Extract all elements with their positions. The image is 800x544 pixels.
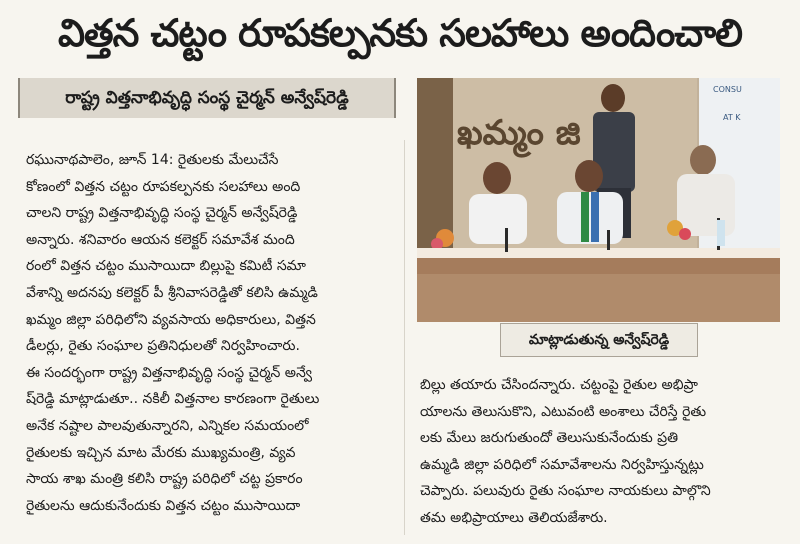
body-line: చెప్పారు. పలువురు రైతు సంఘాల నాయకులు పాల్గొని — [420, 483, 711, 500]
body-line: వేశాన్ని అదనపు కలెక్టర్ పీ శ్రీనివాసరెడ్డితో కలిసి ఉమ్మడి — [26, 284, 318, 301]
body-line: సాయ శాఖ మంత్రి కలిసి రాష్ట్ర పరిధిలో చట్ట ప్రకారం — [26, 471, 303, 488]
body-line: రైతులకు ఇచ్చిన మాట మేరకు ముఖ్యమంత్రి, వ్యవ — [26, 444, 296, 461]
body-line: యాలను తెలుసుకొని, ఎటువంటి అంశాలు చేరిస్తే రైతు — [420, 403, 707, 420]
body-line: అన్నారు. శనివారం ఆయన కలెక్టర్ సమావేశ మంది — [26, 231, 295, 248]
meeting-photo-illustration — [417, 78, 780, 322]
column-divider — [404, 140, 405, 535]
body-line: బిల్లు తయారు చేసిందన్నారు. చట్టంపై రైతుల అభిప్రా — [420, 377, 698, 393]
body-line: లకు మేలు జరుగుతుందో తెలుసుకునేందుకు ప్రతి — [420, 430, 679, 447]
news-photo — [417, 78, 780, 322]
wall-sign-text: ఖమ్మం జి — [457, 113, 581, 153]
body-line: రంలో విత్తన చట్టం ముసాయిదా బిల్లుపై కమిటీ సమా — [26, 258, 306, 275]
body-line: ఈ సందర్భంగా రాష్ట్ర విత్తనాభివృద్ధి సంస్థ చైర్మన్ అన్వే — [26, 364, 313, 381]
subheadline: రాష్ట్ర విత్తనాభివృద్ధి సంస్థ చైర్మన్ అన్వేష్‌రెడ్డి — [18, 78, 396, 118]
body-line: రైతులను ఆదుకునేందుకు విత్తన చట్టం ముసాయిదా — [26, 497, 301, 514]
body-line: ఖమ్మం జిల్లా పరిధిలోని వ్యవసాయ అధికారులు, విత్తన — [26, 311, 316, 328]
backdrop-text: CONSU — [713, 85, 742, 94]
body-line: కోణంలో విత్తన చట్టం రూపకల్పనకు సలహాలు అంది — [26, 178, 301, 195]
body-line: ష్‌రెడ్డి మాట్లాడుతూ.. నకిలీ విత్తనాల కారణంగా రైతులు — [26, 391, 320, 408]
left-column-text — [26, 147, 392, 519]
photo-caption: మాట్లాడుతున్న అన్వేష్‌రెడ్డి — [500, 323, 698, 357]
right-column-text — [420, 372, 780, 532]
headline: విత్తన చట్టం రూపకల్పనకు సలహాలు అందించాలి — [57, 11, 742, 55]
body-line: తమ అభిప్రాయాలు తెలియజేశారు. — [420, 509, 608, 526]
body-line: చాలని రాష్ట్ర విత్తనాభివృద్ధి సంస్థ చైర్మన్ అన్వేష్‌రెడ్డి — [26, 205, 298, 222]
body-line: ఉమ్మడి జిల్లా పరిధిలో సమావేశాలను నిర్వహిస్తున్నట్లు — [420, 456, 704, 473]
body-line: రఘునాథపాలెం, జూన్ 14: రైతులకు మేలుచేసే — [26, 152, 279, 168]
body-line: డీలర్లు, రైతు సంఘాల ప్రతినిధులతో నిర్వహించారు. — [26, 338, 300, 355]
body-line: అనేక నష్టాల పాలవుతున్నారని, ఎన్నికల సమయంలో — [26, 417, 309, 434]
backdrop-text: AT K — [723, 113, 741, 122]
